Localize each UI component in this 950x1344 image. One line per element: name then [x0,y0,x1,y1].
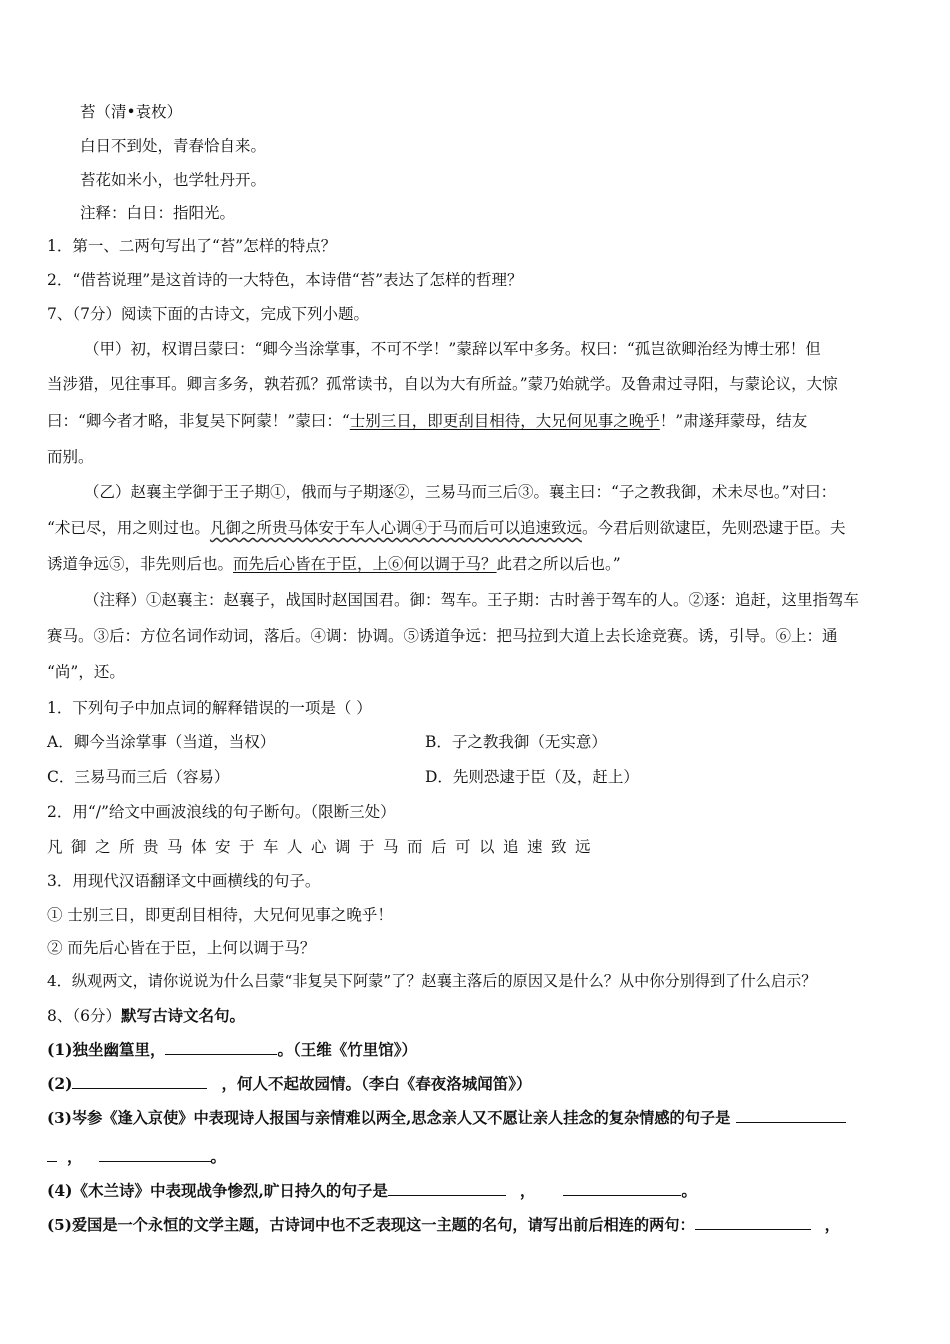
q8-item-5: (5)爱国是一个永恒的文学主题，古诗词中也不乏表现这一主题的名句，请写出前后相连的两句： ， [47,1216,840,1234]
answer-blank[interactable] [388,1180,506,1196]
jia-underlined-sentence: 士别三日，即更刮目相待，大兄何见事之晚乎 [349,412,660,430]
q8-item-1: (1)独坐幽篁里， 。（王维《竹里馆》） [47,1040,417,1059]
answer-blank[interactable] [99,1146,211,1162]
answer-blank[interactable] [165,1039,277,1055]
poem-title: 苔（清•袁枚） [80,103,183,121]
option-b: B．子之教我御（无实意） [425,733,607,751]
poem-line-1: 白日不到处，青春恰自来。 [80,137,267,155]
q8-item-4: (4)《木兰诗》中表现战争惨烈,旷日持久的句子是 ， 。 [47,1181,697,1200]
q7-sub1-row-2 [47,766,907,788]
q8-item-2: (2) ，何人不起故园情。（李白《春夜洛城闻笛》） [47,1074,532,1093]
yi-underlined-sentence: 而先后心皆在于臣，上⑥何以调于马？ [233,555,497,573]
answer-blank[interactable] [695,1214,811,1230]
q7-jia-line-4: 而别。 [47,448,94,466]
q7-sub2-sentence: 凡御之所贵马体安于车人心调于马而后可以追速致远 [47,838,600,856]
poem-question-2: 2．“借苔说理”是这首诗的一大特色，本诗借“苔”表达了怎样的哲理？ [47,271,523,289]
q7-sub4-stem: 4．纵观两文，请你说说为什么吕蒙“非复吴下阿蒙”了？赵襄主落后的原因又是什么？从中你分别得到了什么启示？ [47,972,817,990]
q7-sub1-row-1 [47,731,907,753]
yi-wavy-sentence: 凡御之所贵马体安于车人心调④于马而后可以追速致远 [209,519,582,537]
q8-heading: 8、（6分）默写古诗文名句。 [47,1006,245,1025]
q7-yi-line-1: （乙）赵襄主学御于王子期①，俄而与子期逐②，三易马而三后③。襄主曰：“子之教我御，术未尽也。”对曰： [84,483,837,501]
q7-sub3-stem: 3．用现代汉语翻译文中画横线的句子。 [47,872,321,890]
q8-item-3-line-2: ， 。 [47,1146,907,1168]
q7-notes-line-2: 赛马。③后：方位名词作动词，落后。④调：协调。⑤诱道争远：把马拉到大道上去长途竞赛。诱，引导。⑥上：通 [47,627,838,645]
q7-jia-line-3: 曰：“卿今者才略，非复吴下阿蒙！”蒙曰：“士别三日，即更刮目相待，大兄何见事之晚乎！”肃遂拜蒙母，结友 [47,412,808,430]
q7-sub3-sentence-2: ② 而先后心皆在于臣，上何以调于马？ [47,939,316,957]
q7-notes-line-3: “尚”，还。 [47,663,125,681]
answer-blank[interactable] [563,1180,681,1196]
option-a: A．卿今当涂掌事（当道，当权） [47,733,276,751]
q7-sub1-stem: 1．下列句子中加点词的解释错误的一项是（ ） [47,699,372,717]
q8-item-3-line-1: (3)岑参《逢入京使》中表现诗人报国与亲情难以两全,思念亲人又不愿让亲人挂念的复杂情感的句子是 [47,1107,907,1129]
answer-blank[interactable] [72,1073,207,1089]
q7-sub2-stem: 2．用“/”给文中画波浪线的句子断句。（限断三处） [47,803,396,821]
q7-jia-line-1: （甲）初，权谓吕蒙曰：“卿今当涂掌事，不可不学！”蒙辞以军中多务。权曰：“孤岂欲卿治经为博士邪！但 [84,340,821,358]
q7-sub3-sentence-1: ① 士别三日，即更刮目相待，大兄何见事之晚乎！ [47,906,393,924]
option-d: D．先则恐逮于臣（及，赶上） [425,768,639,786]
q7-heading: 7、（7分）阅读下面的古诗文，完成下列小题。 [47,305,369,323]
poem-question-1: 1．第一、二两句写出了“苔”怎样的特点？ [47,237,337,255]
q7-jia-line-2: 当涉猎，见往事耳。卿言多务，孰若孤？孤常读书，自以为大有所益。”蒙乃始就学。及鲁肃过寻阳，与蒙论议，大惊 [47,375,838,393]
poem-note: 注释：白日：指阳光。 [80,204,236,222]
poem-line-2: 苔花如米小，也学牡丹开。 [80,171,267,189]
answer-blank[interactable] [736,1107,846,1123]
q7-notes-line-1: （注释）①赵襄主：赵襄子，战国时赵国国君。御：驾车。王子期：古时善于驾车的人。②逐：追赶，这里指驾车 [84,591,860,609]
q7-yi-line-2: “术已尽，用之则过也。凡御之所贵马体安于车人心调④于马而后可以追速致远。今君后则欲逮臣，先则恐逮于臣。夫 [47,519,846,537]
option-c: C．三易马而三后（容易） [47,768,230,786]
q7-yi-line-3: 诱道争远⑤，非先则后也。而先后心皆在于臣，上⑥何以调于马？此君之所以后也。” [47,555,621,573]
